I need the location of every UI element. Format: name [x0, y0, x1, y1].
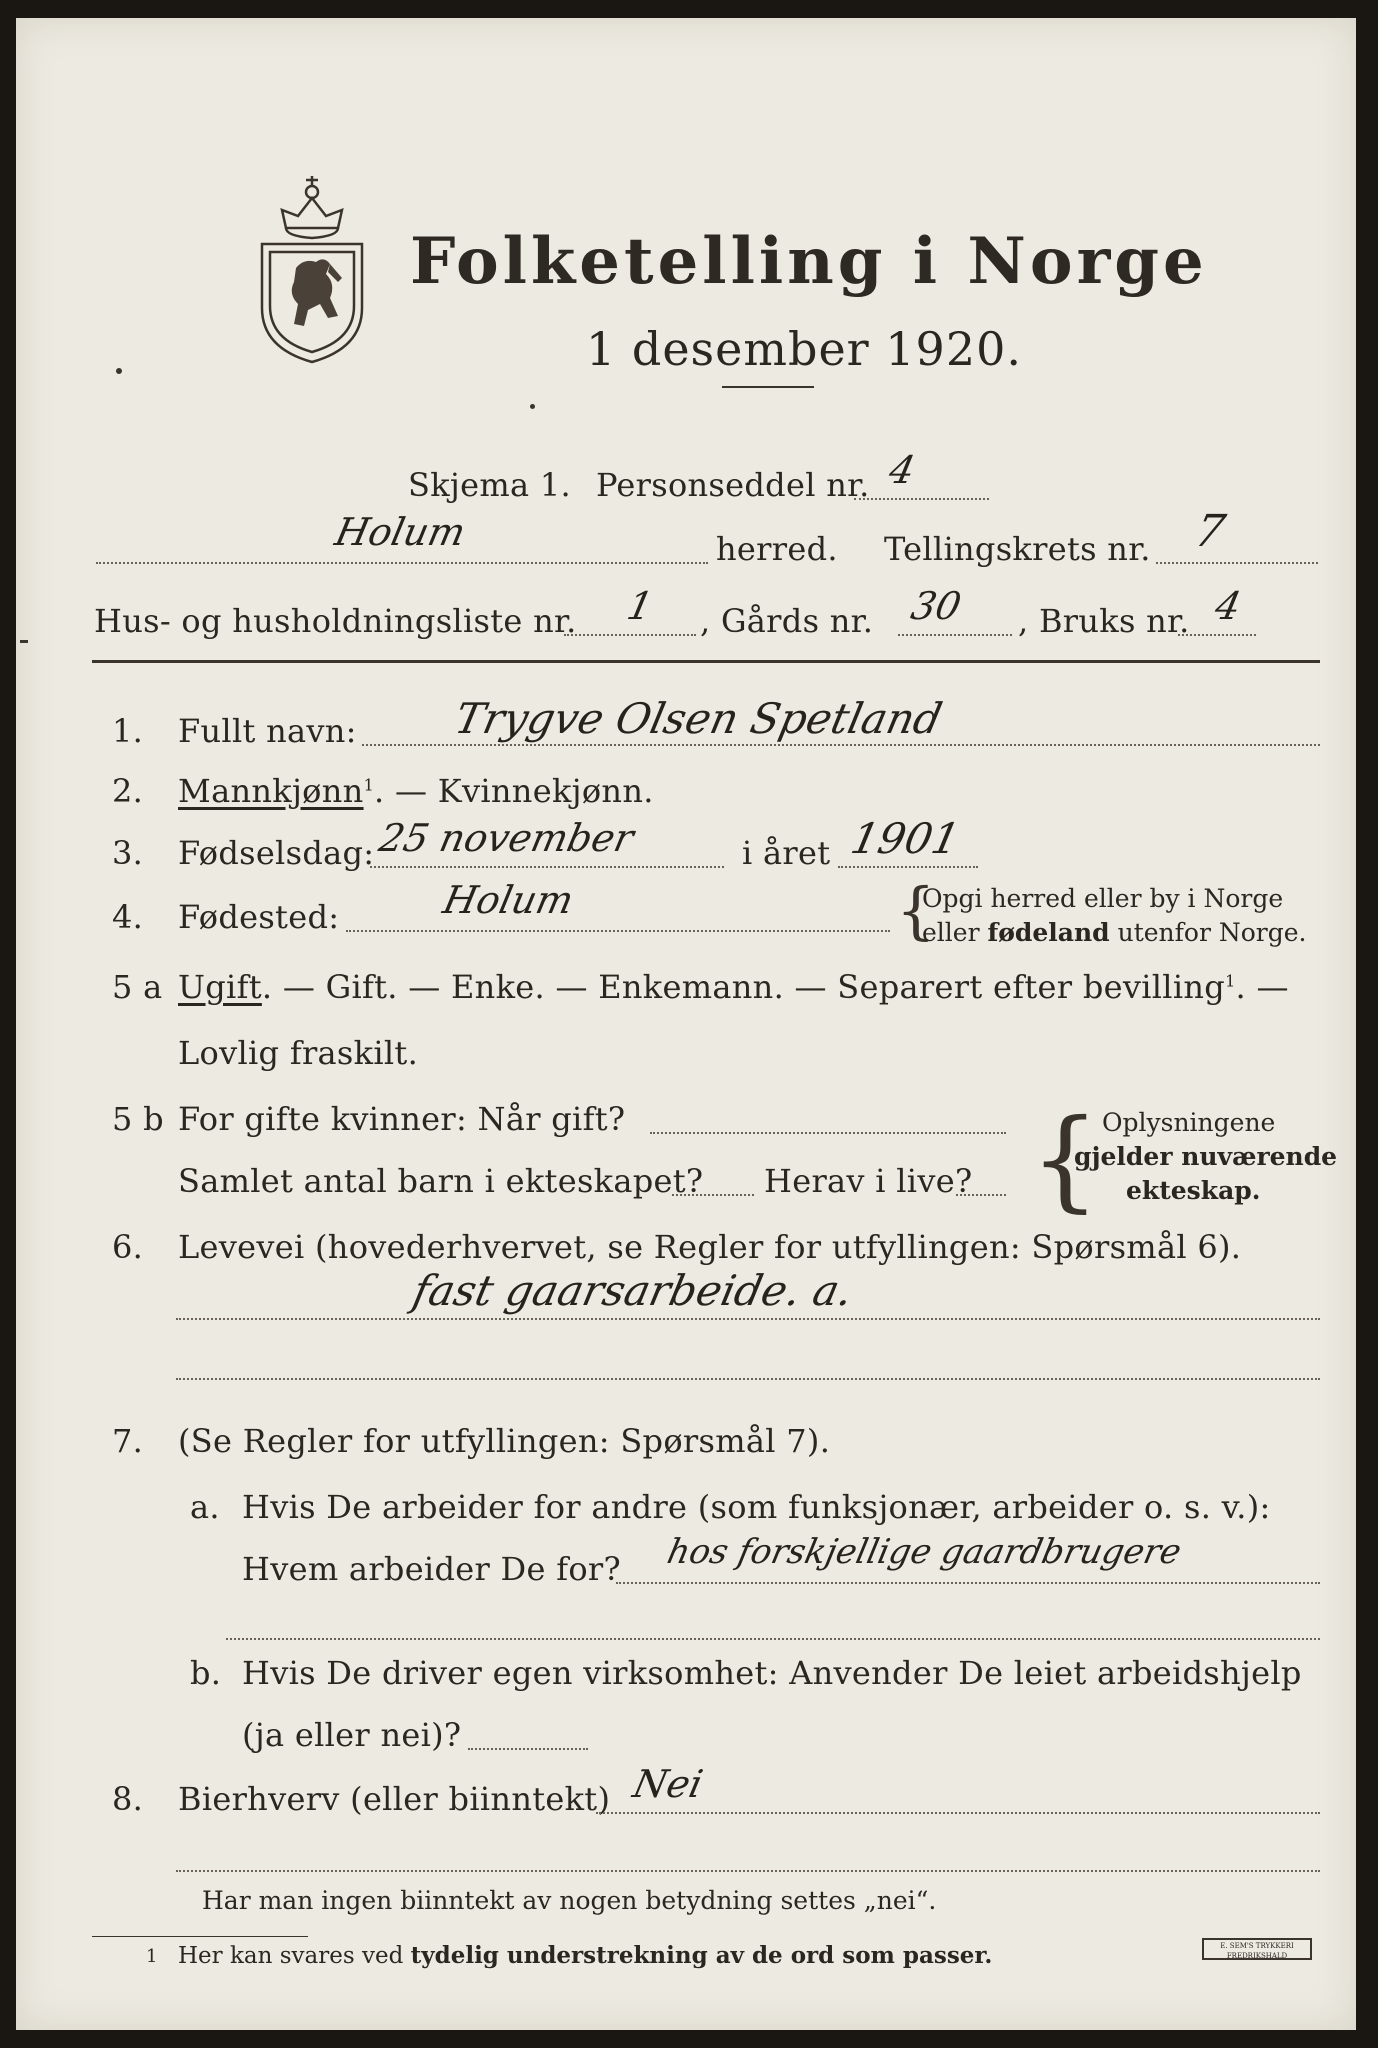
q3-label: Fødselsdag: — [178, 834, 375, 872]
q4-birthplace-value: Holum — [439, 878, 578, 922]
q4-label: Fødested: — [178, 898, 340, 936]
husliste-label: Hus- og husholdningsliste nr. — [94, 602, 577, 640]
q5b-note2: gjelder nuværende — [1074, 1142, 1338, 1171]
q7b-line1: Hvis De driver egen virksomhet: Anvender De leiet arbeidshjelp — [242, 1654, 1302, 1692]
bruks-value: 4 — [1211, 584, 1245, 628]
q5b-when-married-line — [650, 1132, 1006, 1134]
gards-label: , Gårds nr. — [700, 602, 874, 640]
q4-line — [346, 930, 890, 932]
herred-label: herred. — [716, 530, 838, 568]
q7a-line2: Hvem arbeider De for? — [242, 1550, 621, 1588]
q2-gender — [178, 772, 654, 810]
q7a-letter: a. — [190, 1488, 220, 1526]
q8-line — [596, 1812, 1320, 1814]
bruks-line — [1178, 634, 1256, 636]
q6-line1 — [176, 1318, 1320, 1320]
tellingskrets-label: Tellingskrets nr. — [884, 530, 1151, 568]
tellingskrets-value: 7 — [1190, 506, 1230, 557]
header-rule — [92, 660, 1320, 663]
q8-number: 8. — [112, 1780, 144, 1818]
q1-full-name-value: Trygve Olsen Spetland — [450, 694, 947, 743]
personseddel-line — [854, 498, 989, 500]
q4-number: 4. — [112, 898, 144, 936]
q5a-marital-status — [178, 968, 1289, 1006]
q4-note-c: utenfor Norge. — [1109, 918, 1307, 947]
q5a-footnote-mark: 1 — [1225, 971, 1236, 991]
q2-footnote-mark: 1 — [363, 775, 375, 795]
q5b-line2a: Samlet antal barn i ekteskapet? — [178, 1162, 704, 1200]
personseddel-label: Personseddel nr. — [596, 466, 870, 504]
q3-day-line — [370, 866, 724, 868]
census-date: 1 desember 1920. — [586, 322, 1022, 376]
q2-mannkjonn: Mannkjønn — [178, 772, 364, 810]
ink-speck — [116, 368, 122, 374]
gards-value: 30 — [907, 584, 966, 628]
q2-kvinnekjonn: Kvinnekjønn — [437, 772, 644, 810]
q2-number: 2. — [112, 772, 144, 810]
q7b-line2: (ja eller nei)? — [242, 1716, 462, 1754]
q5b-note3: ekteskap. — [1126, 1176, 1261, 1205]
q5b-brace: { — [1030, 1095, 1100, 1223]
q4-note-line1: Opgi herred eller by i Norge — [922, 884, 1284, 913]
q5a-rest: . — Gift. — Enke. — Enkemann. — Separert efter bevilling — [261, 968, 1226, 1006]
q3-year-value: 1901 — [846, 814, 965, 863]
printer-stamp: E. SEM'S TRYKKERI FREDRIKSHALD — [1202, 1938, 1312, 1960]
q7-number: 7. — [112, 1422, 144, 1460]
footnote-a: Her kan svares ved — [178, 1943, 411, 1969]
q4-note-b: fødeland — [987, 918, 1110, 947]
herred-line — [96, 562, 708, 564]
q5a-line2: Lovlig fraskilt. — [178, 1034, 419, 1072]
q5b-alive-line — [956, 1194, 1006, 1196]
q5a-number: 5 a — [112, 968, 163, 1006]
q1-label: Fullt navn: — [178, 712, 357, 750]
herred-value: Holum — [331, 510, 470, 554]
q7a-line — [616, 1582, 1320, 1584]
q4-note-a: eller — [922, 918, 988, 947]
q3-number: 3. — [112, 834, 144, 872]
q7a-extra-line — [226, 1638, 1320, 1640]
q2-end: . — [643, 772, 654, 810]
q5a-ugift: Ugift — [178, 968, 262, 1006]
q6-occupation-value: fast gaarsarbeide. a. — [408, 1266, 858, 1315]
footnote-number: 1 — [146, 1946, 158, 1967]
q5b-number: 5 b — [112, 1100, 164, 1138]
q4-brace: { — [896, 874, 936, 947]
footnote-rule — [92, 1936, 308, 1937]
q7b-line — [468, 1748, 588, 1750]
q7a-employer-value: hos forskjellige gaardbrugere — [663, 1532, 1185, 1572]
q4-note-line2 — [922, 918, 1306, 947]
q7b-letter: b. — [190, 1654, 222, 1692]
census-form-page — [16, 18, 1356, 2030]
q8-label: Bierhverv (eller biinntekt) — [178, 1780, 611, 1818]
q5b-children-line — [672, 1194, 754, 1196]
q2-separator: . — — [374, 772, 438, 810]
q6-number: 6. — [112, 1228, 144, 1266]
q5a-tail: . — — [1235, 968, 1289, 1006]
q1-line — [362, 744, 1320, 746]
ink-speck — [530, 404, 535, 409]
personseddel-value: 4 — [885, 448, 919, 492]
q3-day-value: 25 november — [375, 816, 638, 860]
footer-note: Har man ingen biinntekt av nogen betydning settes „nei“. — [202, 1886, 937, 1915]
husliste-line — [564, 634, 696, 636]
tellingskrets-line — [1156, 562, 1318, 564]
norway-coat-of-arms-icon — [246, 158, 378, 368]
q3-year-line — [838, 866, 978, 868]
skjema-label: Skjema 1. — [408, 466, 571, 504]
footnote — [178, 1942, 992, 1969]
footnote-b: tydelig understrekning av de ord som passer. — [410, 1942, 993, 1969]
q5b-line2b: Herav i live? — [764, 1162, 973, 1200]
page-title: Folketelling i Norge — [410, 224, 1208, 299]
gards-line — [898, 634, 1012, 636]
q5b-note1: Oplysningene — [1102, 1108, 1276, 1137]
title-divider — [722, 386, 814, 388]
q6-label: Levevei (hovederhvervet, se Regler for utfyllingen: Spørsmål 6). — [178, 1228, 1242, 1266]
q7a-line1: Hvis De arbeider for andre (som funksjonær, arbeider o. s. v.): — [242, 1488, 1271, 1526]
q7-label: (Se Regler for utfyllingen: Spørsmål 7). — [178, 1422, 831, 1460]
q8-extra-line — [176, 1870, 1320, 1872]
q6-line2 — [176, 1378, 1320, 1380]
q3-year-label: i året — [742, 834, 831, 872]
q8-value: Nei — [629, 1762, 707, 1806]
bruks-label: , Bruks nr. — [1018, 602, 1190, 640]
ink-speck — [20, 640, 28, 643]
q5b-line1: For gifte kvinner: Når gift? — [178, 1100, 626, 1138]
q1-number: 1. — [112, 712, 144, 750]
husliste-value: 1 — [623, 584, 657, 628]
